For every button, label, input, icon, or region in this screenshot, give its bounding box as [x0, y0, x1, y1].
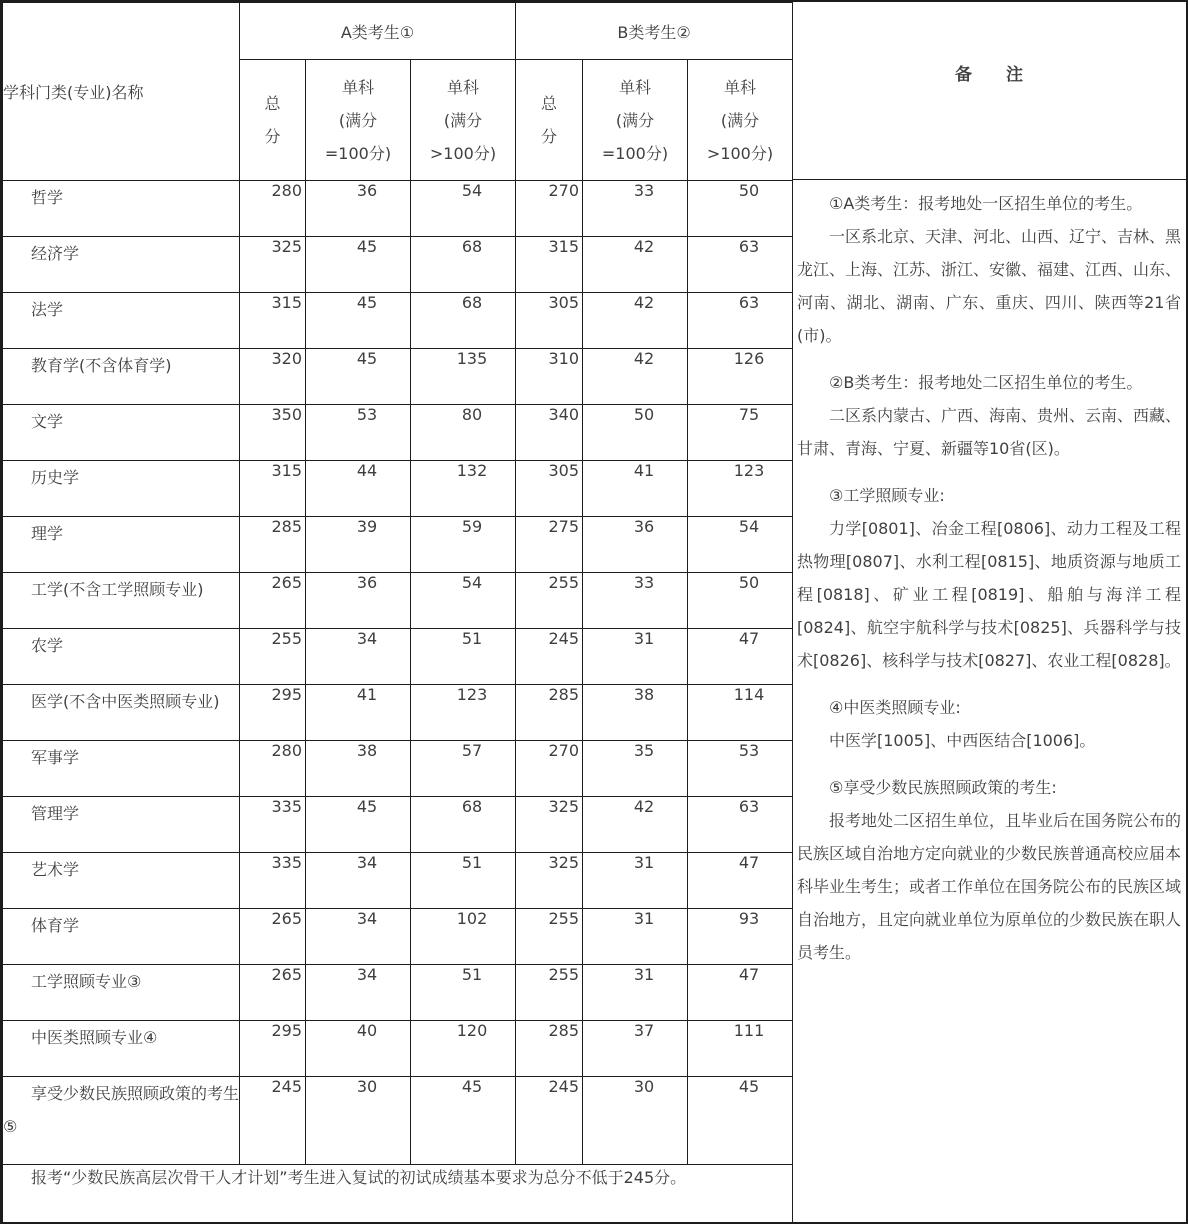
score-cell: 47 — [688, 629, 793, 685]
header-line: 单科 — [341, 77, 374, 97]
subject-cell: 医学(不含中医类照顾专业) — [3, 685, 240, 741]
subject-cell: 工学(不含工学照顾专业) — [3, 573, 240, 629]
score-cell: 41 — [306, 685, 411, 741]
table-row — [3, 797, 793, 853]
score-cell: 80 — [411, 405, 516, 461]
total-score-header-a — [240, 60, 306, 181]
score-cell: 45 — [688, 1077, 793, 1165]
score-cell: 135 — [411, 349, 516, 405]
subject-column-header: 学科门类(专业)名称 — [3, 3, 240, 181]
score-cell: 38 — [306, 741, 411, 797]
score-cell: 42 — [583, 293, 688, 349]
table-row — [3, 741, 793, 797]
score-cell: 120 — [411, 1021, 516, 1077]
score-cell: 285 — [516, 685, 583, 741]
header-line: =100分) — [601, 143, 669, 163]
score-cell: 50 — [688, 181, 793, 237]
table-row — [3, 573, 793, 629]
score-cell: 54 — [411, 573, 516, 629]
score-cell: 53 — [306, 405, 411, 461]
score-cell: 45 — [306, 349, 411, 405]
score-cell: 123 — [411, 685, 516, 741]
group-a-header: A类考生① — [240, 3, 516, 60]
subject-cell: 中医类照顾专业④ — [3, 1021, 240, 1077]
score-cell: 255 — [516, 909, 583, 965]
total-score-header-b — [516, 60, 583, 181]
score-cell: 335 — [240, 797, 306, 853]
score-cell: 132 — [411, 461, 516, 517]
score-cell: 340 — [516, 405, 583, 461]
table-row — [3, 181, 793, 237]
header-line: 总 — [540, 94, 557, 113]
score-cell: 126 — [688, 349, 793, 405]
header-line: (满分 — [443, 110, 483, 130]
score-cell: 38 — [583, 685, 688, 741]
subject-cell: 哲学 — [3, 181, 240, 237]
score-cell: 59 — [411, 517, 516, 573]
score-cell: 111 — [688, 1021, 793, 1077]
score-cell: 41 — [583, 461, 688, 517]
table-row — [3, 965, 793, 1021]
header-line: 单科 — [446, 77, 479, 97]
score-cell: 123 — [688, 461, 793, 517]
score-cell: 325 — [516, 853, 583, 909]
table-row — [3, 685, 793, 741]
score-cell: 245 — [516, 1077, 583, 1165]
score-cell: 280 — [240, 181, 306, 237]
subject-cell: 经济学 — [3, 237, 240, 293]
header-line: >100分) — [429, 143, 497, 163]
score-cell: 325 — [240, 237, 306, 293]
subject-cell: 艺术学 — [3, 853, 240, 909]
score-cell: 34 — [306, 629, 411, 685]
score-cell: 325 — [516, 797, 583, 853]
score-cell: 45 — [306, 237, 411, 293]
score-cell: 245 — [516, 629, 583, 685]
remark-paragraph: 力学[0801]、冶金工程[0806]、动力工程及工程热物理[0807]、水利工程[0815]、地质资源与地质工程[0818]、矿业工程[0819]、船舶与海洋工程[0824]、航空宇航科学与技术[0825]、兵器科学与技术[0826]、核科学与技术[0827]、农业工程[0828]。 — [797, 519, 1181, 670]
score-cell: 34 — [306, 965, 411, 1021]
score-cell: 270 — [516, 741, 583, 797]
score-cell: 295 — [240, 685, 306, 741]
remark-section — [797, 479, 1181, 677]
score-cell: 31 — [583, 629, 688, 685]
remark-paragraph: ③工学照顾专业: — [829, 486, 945, 505]
score-cell: 255 — [516, 573, 583, 629]
score-cell: 45 — [411, 1077, 516, 1165]
score-cell: 295 — [240, 1021, 306, 1077]
score-cell: 315 — [240, 293, 306, 349]
table-row — [3, 349, 793, 405]
table-row — [3, 293, 793, 349]
score-cell: 30 — [583, 1077, 688, 1165]
remark-section — [797, 187, 1181, 352]
subject-cell: 工学照顾专业③ — [3, 965, 240, 1021]
score-cell: 75 — [688, 405, 793, 461]
remarks-body — [792, 180, 1186, 1222]
score-cell: 35 — [583, 741, 688, 797]
header-line: 单科 — [618, 77, 651, 97]
score-cell: 114 — [688, 685, 793, 741]
remark-paragraph: ①A类考生：报考地处一区招生单位的考生。 — [829, 194, 1143, 213]
score-cell: 68 — [411, 293, 516, 349]
group-b-header: B类考生② — [516, 3, 793, 60]
header-line: 分 — [540, 127, 557, 146]
score-cell: 280 — [240, 741, 306, 797]
score-cell: 45 — [306, 293, 411, 349]
score-cell: 93 — [688, 909, 793, 965]
table-row — [3, 1021, 793, 1077]
score-cell: 31 — [583, 965, 688, 1021]
score-cell: 47 — [688, 853, 793, 909]
score-cell: 255 — [240, 629, 306, 685]
table-row — [3, 517, 793, 573]
table-row — [3, 461, 793, 517]
header-line: 单科 — [724, 77, 757, 97]
header-row-groups — [3, 3, 793, 60]
table-row — [3, 853, 793, 909]
score-cell: 63 — [688, 797, 793, 853]
remark-paragraph: 报考地处二区招生单位，且毕业后在国务院公布的民族区域自治地方定向就业的少数民族普通高校应届本科毕业生考生；或者工作单位在国务院公布的民族区域自治地方，且定向就业单位为原单位的少数民族在职人员考生。 — [797, 811, 1182, 962]
remark-paragraph: ②B类考生：报考地处二区招生单位的考生。 — [829, 373, 1143, 392]
score-cell: 50 — [583, 405, 688, 461]
score-cell: 42 — [583, 237, 688, 293]
subject-cell: 历史学 — [3, 461, 240, 517]
subject-cell: 法学 — [3, 293, 240, 349]
score-cell: 45 — [306, 797, 411, 853]
score-table-body — [3, 181, 793, 1165]
score-cell: 265 — [240, 573, 306, 629]
table-row — [3, 1077, 793, 1165]
score-cell: 305 — [516, 293, 583, 349]
score-cell: 275 — [516, 517, 583, 573]
subject-cell: 管理学 — [3, 797, 240, 853]
score-cell: 320 — [240, 349, 306, 405]
remark-section — [797, 771, 1181, 969]
remark-paragraph: 中医学[1005]、中西医结合[1006]。 — [829, 731, 1096, 750]
score-cell: 305 — [516, 461, 583, 517]
table-row — [3, 405, 793, 461]
score-cell: 255 — [516, 965, 583, 1021]
single-full-header-a — [306, 60, 411, 181]
score-cell: 34 — [306, 909, 411, 965]
score-cell: 54 — [411, 181, 516, 237]
footnote-text: 报考“少数民族高层次骨干人才计划”考生进入复试的初试成绩基本要求为总分不低于245分。 — [3, 1165, 793, 1223]
score-cell: 42 — [583, 797, 688, 853]
remark-section — [797, 691, 1181, 757]
score-cell: 102 — [411, 909, 516, 965]
score-cell: 265 — [240, 965, 306, 1021]
score-cell: 285 — [240, 517, 306, 573]
header-line: (满分 — [720, 110, 760, 130]
score-cell: 63 — [688, 293, 793, 349]
header-line: =100分) — [324, 143, 392, 163]
score-cell: 47 — [688, 965, 793, 1021]
score-cell: 53 — [688, 741, 793, 797]
subject-cell: 教育学(不含体育学) — [3, 349, 240, 405]
score-cell: 31 — [583, 909, 688, 965]
remarks-title: 备 注 — [792, 2, 1186, 180]
remark-paragraph: 二区系内蒙古、广西、海南、贵州、云南、西藏、甘肃、青海、宁夏、新疆等10省(区)。 — [797, 406, 1182, 458]
score-cell: 270 — [516, 181, 583, 237]
score-cell: 68 — [411, 797, 516, 853]
score-cell: 30 — [306, 1077, 411, 1165]
score-cell: 36 — [306, 181, 411, 237]
score-cell: 42 — [583, 349, 688, 405]
footnote-row — [3, 1165, 793, 1223]
single-full-header-b — [583, 60, 688, 181]
score-cell: 350 — [240, 405, 306, 461]
header-line: 总 — [264, 94, 281, 113]
score-cell: 54 — [688, 517, 793, 573]
score-cell: 36 — [306, 573, 411, 629]
score-cell: 68 — [411, 237, 516, 293]
subject-cell: 军事学 — [3, 741, 240, 797]
score-cell: 50 — [688, 573, 793, 629]
remark-paragraph: ⑤享受少数民族照顾政策的考生: — [829, 778, 1057, 797]
score-cell: 33 — [583, 573, 688, 629]
score-table-region — [2, 2, 792, 1222]
score-cell: 51 — [411, 965, 516, 1021]
remark-paragraph: 一区系北京、天津、河北、山西、辽宁、吉林、黑龙江、上海、江苏、浙江、安徽、福建、江西、山东、河南、湖北、湖南、广东、重庆、四川、陕西等21省(市)。 — [797, 227, 1182, 345]
score-cell: 63 — [688, 237, 793, 293]
subject-cell: 农学 — [3, 629, 240, 685]
score-cell: 245 — [240, 1077, 306, 1165]
score-cell: 31 — [583, 853, 688, 909]
score-cell: 265 — [240, 909, 306, 965]
header-line: 分 — [264, 127, 281, 146]
table-row — [3, 629, 793, 685]
header-line: (满分 — [338, 110, 378, 130]
remark-section — [797, 366, 1181, 465]
score-cell: 310 — [516, 349, 583, 405]
table-row — [3, 237, 793, 293]
subject-cell: 享受少数民族照顾政策的考生⑤ — [3, 1077, 240, 1165]
subject-cell: 理学 — [3, 517, 240, 573]
score-cell: 44 — [306, 461, 411, 517]
subject-cell: 文学 — [3, 405, 240, 461]
single-over-header-a — [411, 60, 516, 181]
table-row — [3, 909, 793, 965]
score-cell: 40 — [306, 1021, 411, 1077]
score-cell: 39 — [306, 517, 411, 573]
score-cell: 37 — [583, 1021, 688, 1077]
subject-cell: 体育学 — [3, 909, 240, 965]
score-cell: 51 — [411, 853, 516, 909]
score-cell: 51 — [411, 629, 516, 685]
score-cell: 33 — [583, 181, 688, 237]
score-cell: 34 — [306, 853, 411, 909]
score-cell: 315 — [240, 461, 306, 517]
header-line: (满分 — [615, 110, 655, 130]
single-over-header-b — [688, 60, 793, 181]
score-cell: 36 — [583, 517, 688, 573]
score-table — [2, 2, 793, 1223]
score-cell: 335 — [240, 853, 306, 909]
remark-paragraph: ④中医类照顾专业: — [829, 698, 961, 717]
header-line: >100分) — [706, 143, 774, 163]
score-cell: 285 — [516, 1021, 583, 1077]
score-cell: 57 — [411, 741, 516, 797]
remarks-column — [792, 2, 1186, 1222]
score-cell: 315 — [516, 237, 583, 293]
